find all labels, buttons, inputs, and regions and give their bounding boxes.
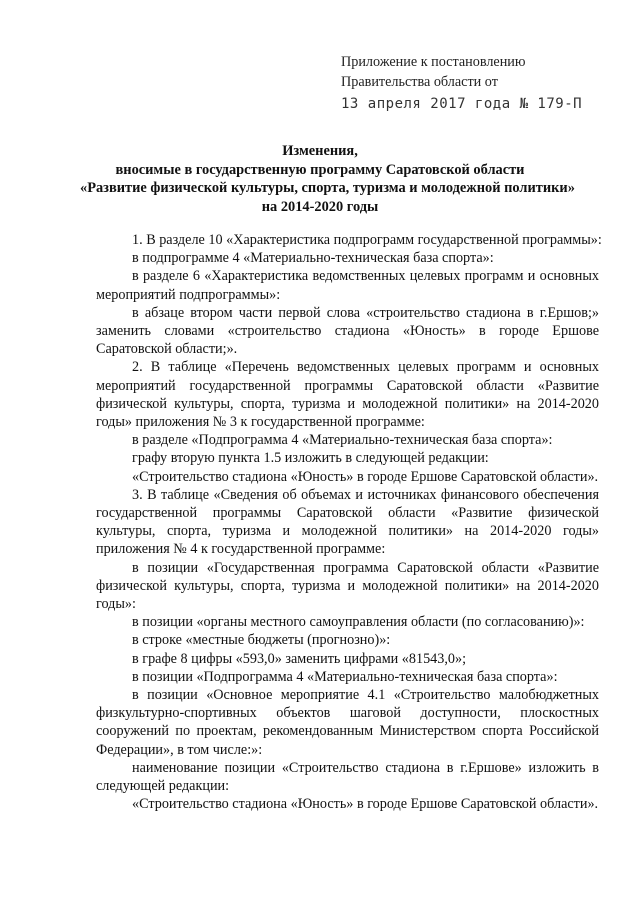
paragraph-1: 1. В разделе 10 «Характеристика подпрограмм государственной программы»:	[132, 232, 602, 248]
paragraph-10: в позиции «Государственная программа Саратовской области «Развитие физической культуры, спорта, туризма и молодежной политики» на 2014-2020 годы»:	[96, 559, 599, 613]
paragraph-16: наименование позиции «Строительство стадиона в г.Ершове» изложить в следующей редакции:	[96, 759, 599, 795]
title-line-1: Изменения,	[282, 143, 358, 159]
paragraph-4: в абзаце втором части первой слова «строительство стадиона в г.Ершов;» заменить словами «строительство стадиона «Юность» в городе Ершове Саратовской области;».	[96, 304, 599, 358]
paragraph-13: в графе 8 цифры «593,0» заменить цифрами «81543,0»;	[132, 650, 467, 667]
paragraph-11: в позиции «органы местного самоуправления области (по согласованию)»:	[132, 614, 585, 631]
paragraph-7: графу вторую пункта 1.5 изложить в следующей редакции:	[132, 450, 489, 467]
approval-header	[341, 52, 631, 114]
paragraph-15: в позиции «Основное мероприятие 4.1 «Строительство малобюджетных физкультурно-спортивных объектов шаговой доступности, плоскостных сооружений по проектам, рекомендованным Министерством спорта Российской Федерации», в том числе:»:	[96, 687, 599, 758]
paragraph-5: 2. В таблице «Перечень ведомственных целевых программ и основных мероприятий государственной программы Саратовской области «Развитие физической культуры, спорта, туризма и молодежной политики» на 2014-2020 годы» приложения № 3 к государственной программе:	[96, 359, 599, 431]
date-number-stamp: 13 апреля 2017 года № 179-П	[341, 96, 583, 112]
document-body	[96, 231, 602, 814]
paragraph-3: в разделе 6 «Характеристика ведомственных целевых программ и основных мероприятий подпрограммы»:	[96, 268, 599, 303]
title-line-3: «Развитие физической культуры, спорта, туризма и молодежной политики»	[80, 180, 575, 196]
paragraph-8: «Строительство стадиона «Юность» в городе Ершове Саратовской области».	[132, 468, 599, 485]
title-line-2: вносимые в государственную программу Саратовской области	[115, 161, 525, 178]
paragraph-17: «Строительство стадиона «Юность» в городе Ершове Саратовской области».	[132, 796, 599, 813]
paragraph-12: в строке «местные бюджеты (прогнозно)»:	[132, 632, 391, 649]
paragraph-9: 3. В таблице «Сведения об объемах и источниках финансового обеспечения государственной программы Саратовской области «Развитие физической культуры, спорта, туризма и молодежной политики» на 2014-2020 годы» приложения № 4 к государственной программе:	[96, 486, 599, 558]
document-title	[80, 142, 575, 216]
header-line-1: Приложение к постановлению	[341, 54, 526, 70]
paragraph-2: в подпрограмме 4 «Материально-техническая база спорта»:	[132, 250, 494, 267]
header-line-2: Правительства области от	[341, 74, 498, 90]
title-line-4: на 2014-2020 годы	[261, 198, 379, 215]
paragraph-6: в разделе «Подпрограмма 4 «Материально-техническая база спорта»:	[132, 432, 553, 449]
paragraph-14: в позиции «Подпрограмма 4 «Материально-техническая база спорта»:	[132, 668, 558, 685]
